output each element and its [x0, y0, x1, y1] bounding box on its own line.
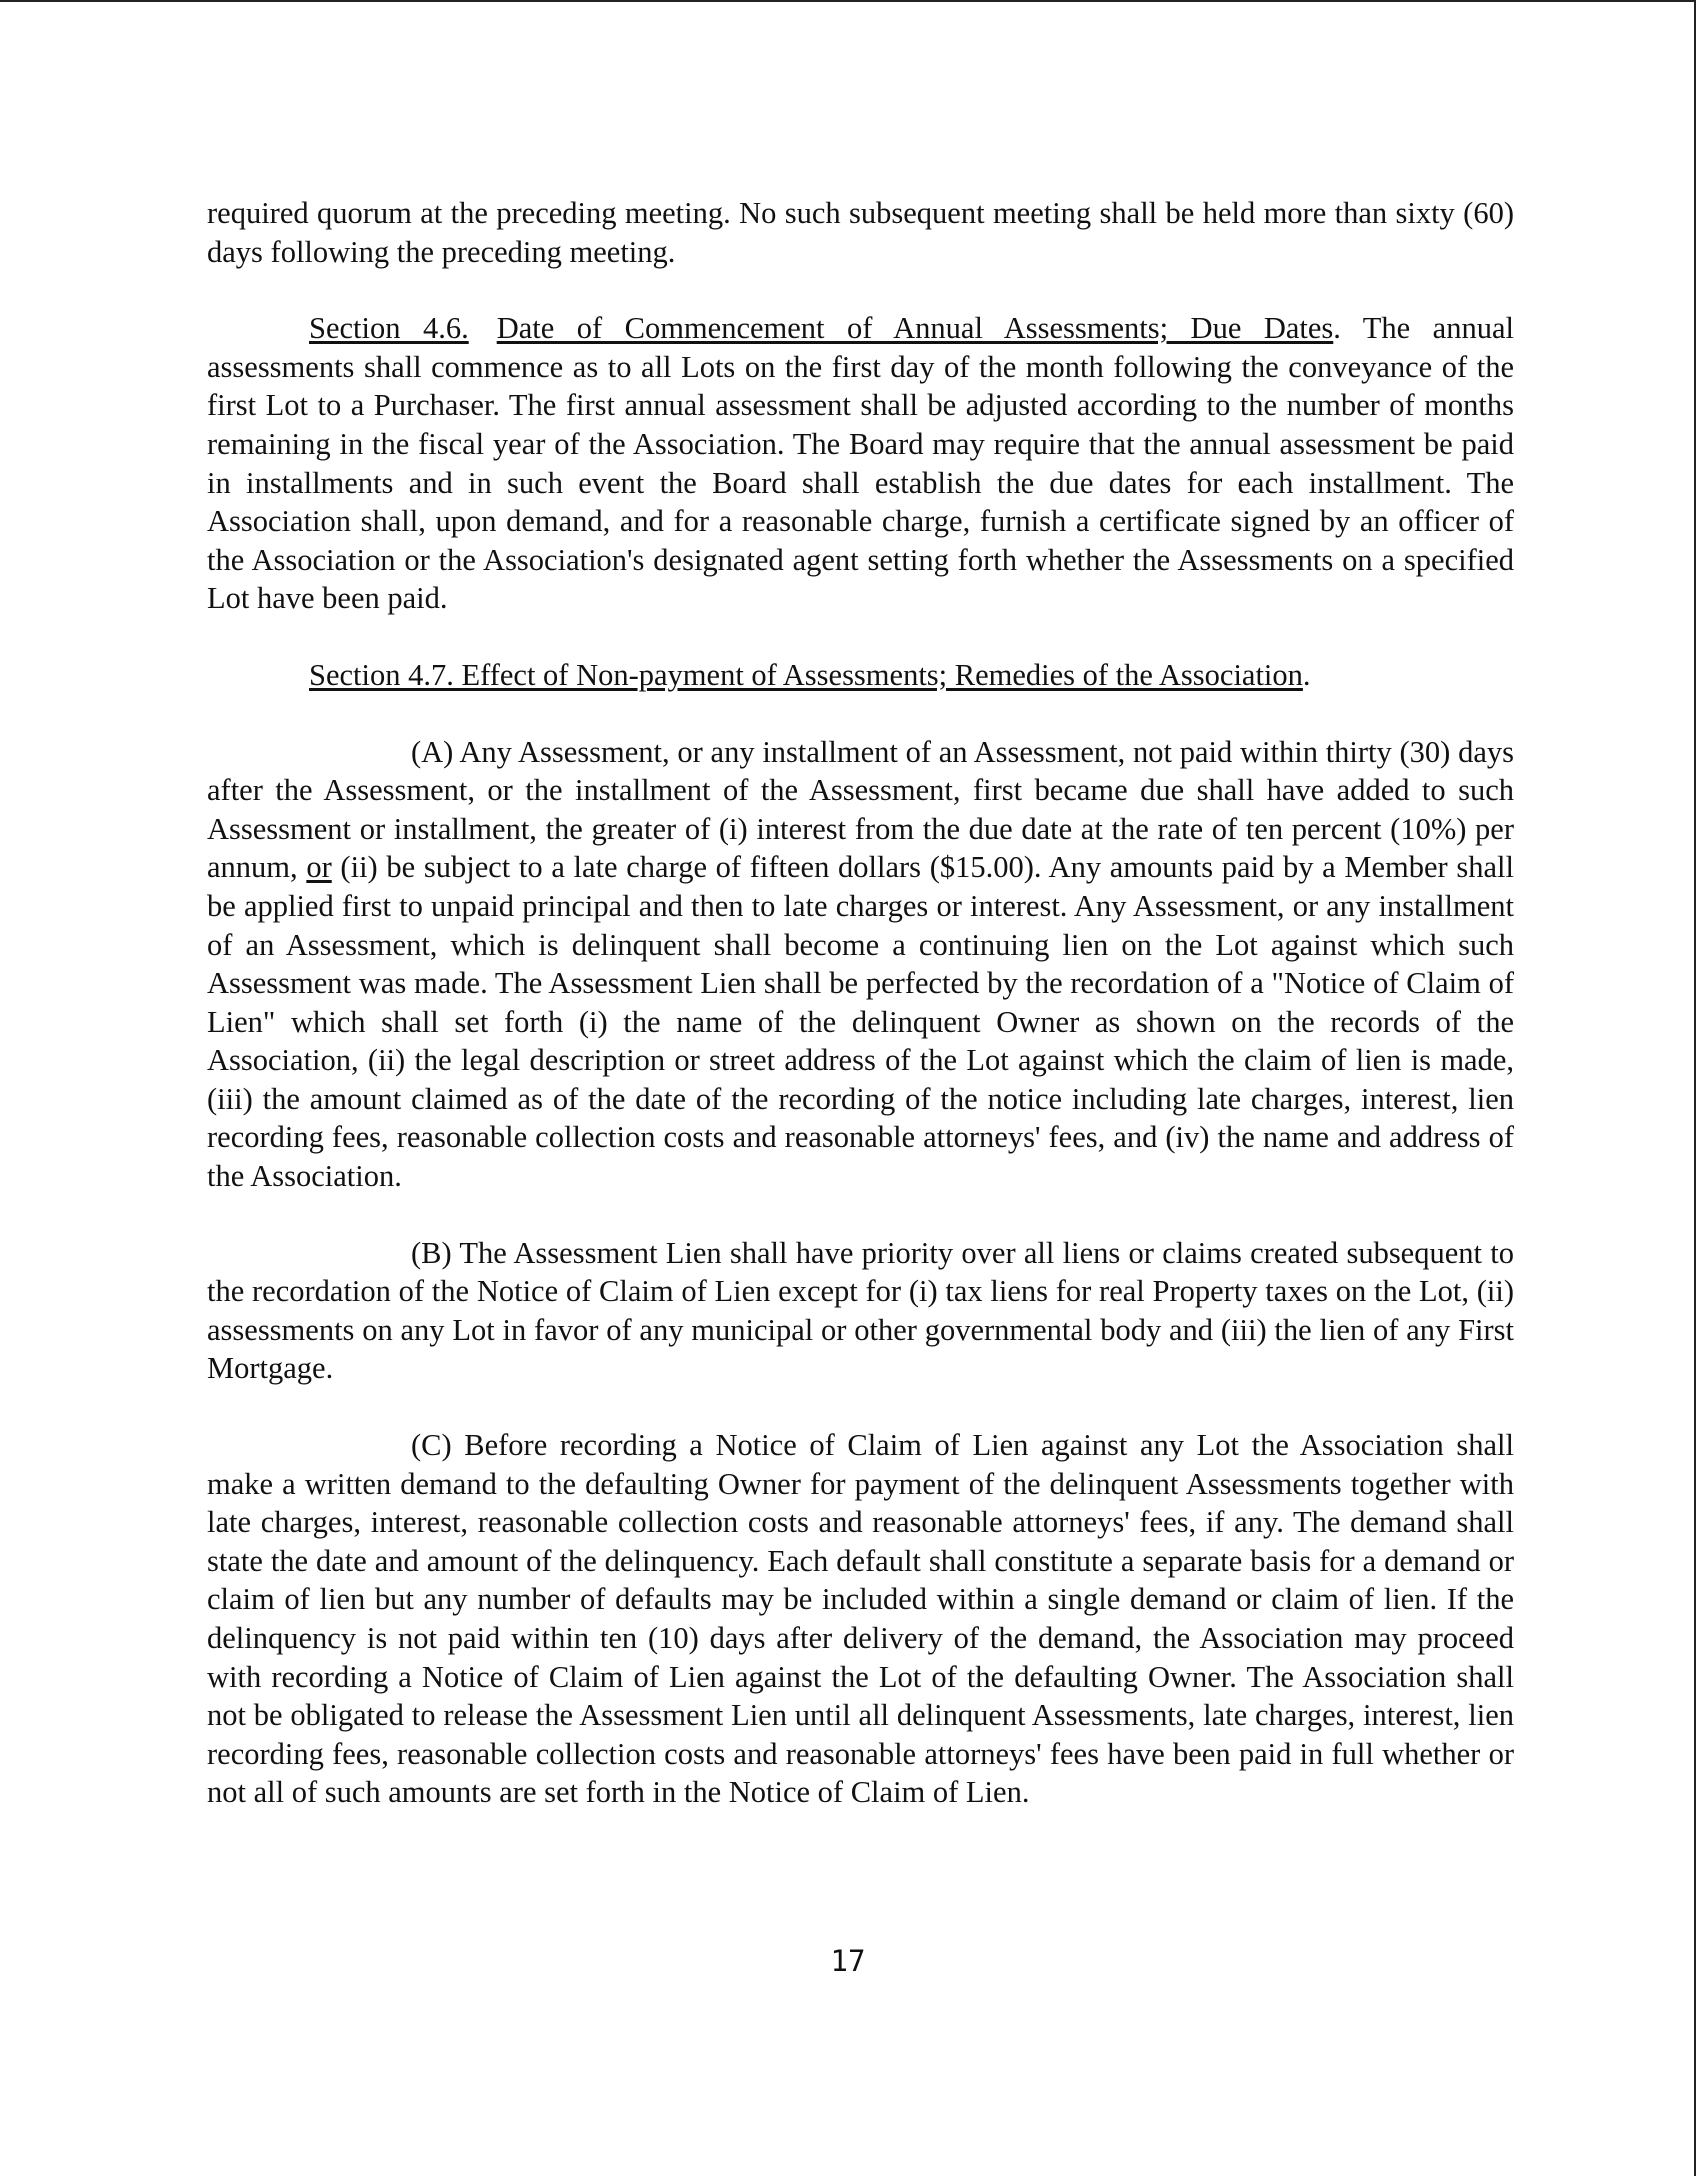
paragraph-b: (B) The Assessment Lien shall have priority over all liens or claims created subsequent to the recordation of the Notice of Claim of Lien except for (i) tax liens for real Property taxes on the Lot, (ii) assessments on any Lot in favor of any municipal or other governmental body and (iii) the lien of any First Mortgage.: [207, 1235, 1514, 1386]
section-4-7-heading-line: [207, 656, 1514, 695]
section-4-6-body: . The annual assessments shall commence as to all Lots on the first day of the month following the conveyance of the first Lot to a Purchaser. The first annual assessment shall be adjusted according to the number of months remaining in the fiscal year of the Association. The Board may require that the annual assessment be paid in installments and in such event the Board shall establish the due dates for each installment. The Association shall, upon demand, and for a reasonable charge, furnish a certificate signed by an officer of the Association or the Association's designated agent setting forth whether the Assessments on a specified Lot have been paid.: [207, 311, 1514, 616]
paragraph-c: (C) Before recording a Notice of Claim of Lien against any Lot the Association shall make a written demand to the defaulting Owner for payment of the delinquent Assessments together with late charges, interest, reasonable collection costs and reasonable attorneys' fees, if any. The demand shall state the date and amount of the delinquency. Each default shall constitute a separate basis for a demand or claim of lien but any number of defaults may be included within a single demand or claim of lien. If the delinquency is not paid within ten (10) days after delivery of the demand, the Association may proceed with recording a Notice of Claim of Lien against the Lot of the defaulting Owner. The Association shall not be obligated to release the Assessment Lien until all delinquent Assessments, late charges, interest, lien recording fees, reasonable collection costs and reasonable attorneys' fees have been paid in full whether or not all of such amounts are set forth in the Notice of Claim of Lien.: [207, 1428, 1514, 1810]
section-4-7-heading: Section 4.7. Effect of Non-payment of Assessments; Remedies of the Association: [309, 657, 1303, 692]
section-4-6-title: Date of Commencement of Annual Assessments; Due Dates: [496, 311, 1334, 346]
section-4-6-paragraph: [207, 309, 1514, 618]
section-4-7-heading-end: .: [1302, 657, 1311, 692]
paragraph-a-or: or: [306, 850, 332, 885]
continuation-paragraph: required quorum at the preceding meeting. No such subsequent meeting shall be held more than sixty (60) days following the preceding meeting.: [207, 196, 1514, 269]
section-4-6-number: Section 4.6.: [309, 311, 469, 346]
page-body: [207, 194, 1514, 1850]
paragraph-a: [207, 733, 1514, 1196]
paragraph-a-text-1: (A) Any Assessment, or any installment of an Assessment, not paid within thirty (30) days after the Assessment, or the installment of the Assessment, first became due shall have added to such Assessment or installment, the greater of (i) interest from the due date at the rate of ten percent (10%) per annum,: [207, 734, 1514, 885]
page-number: 17: [830, 1944, 866, 1978]
paragraph-a-text-2: (ii) be subject to a late charge of fifteen dollars ($15.00). Any amounts paid by a Member shall be applied first to unpaid principal and then to late charges or interest. Any Assessment, or any installment of an Assessment, which is delinquent shall become a continuing lien on the Lot against which such Assessment was made. The Assessment Lien shall be perfected by the recordation of a "Notice of Claim of Lien" which shall set forth (i) the name of the delinquent Owner as shown on the records of the Association, (ii) the legal description or street address of the Lot against which the claim of lien is made, (iii) the amount claimed as of the date of the recording of the notice including late charges, interest, lien recording fees, reasonable collection costs and reasonable attorneys' fees, and (iv) the name and address of the Association.: [207, 850, 1515, 1194]
